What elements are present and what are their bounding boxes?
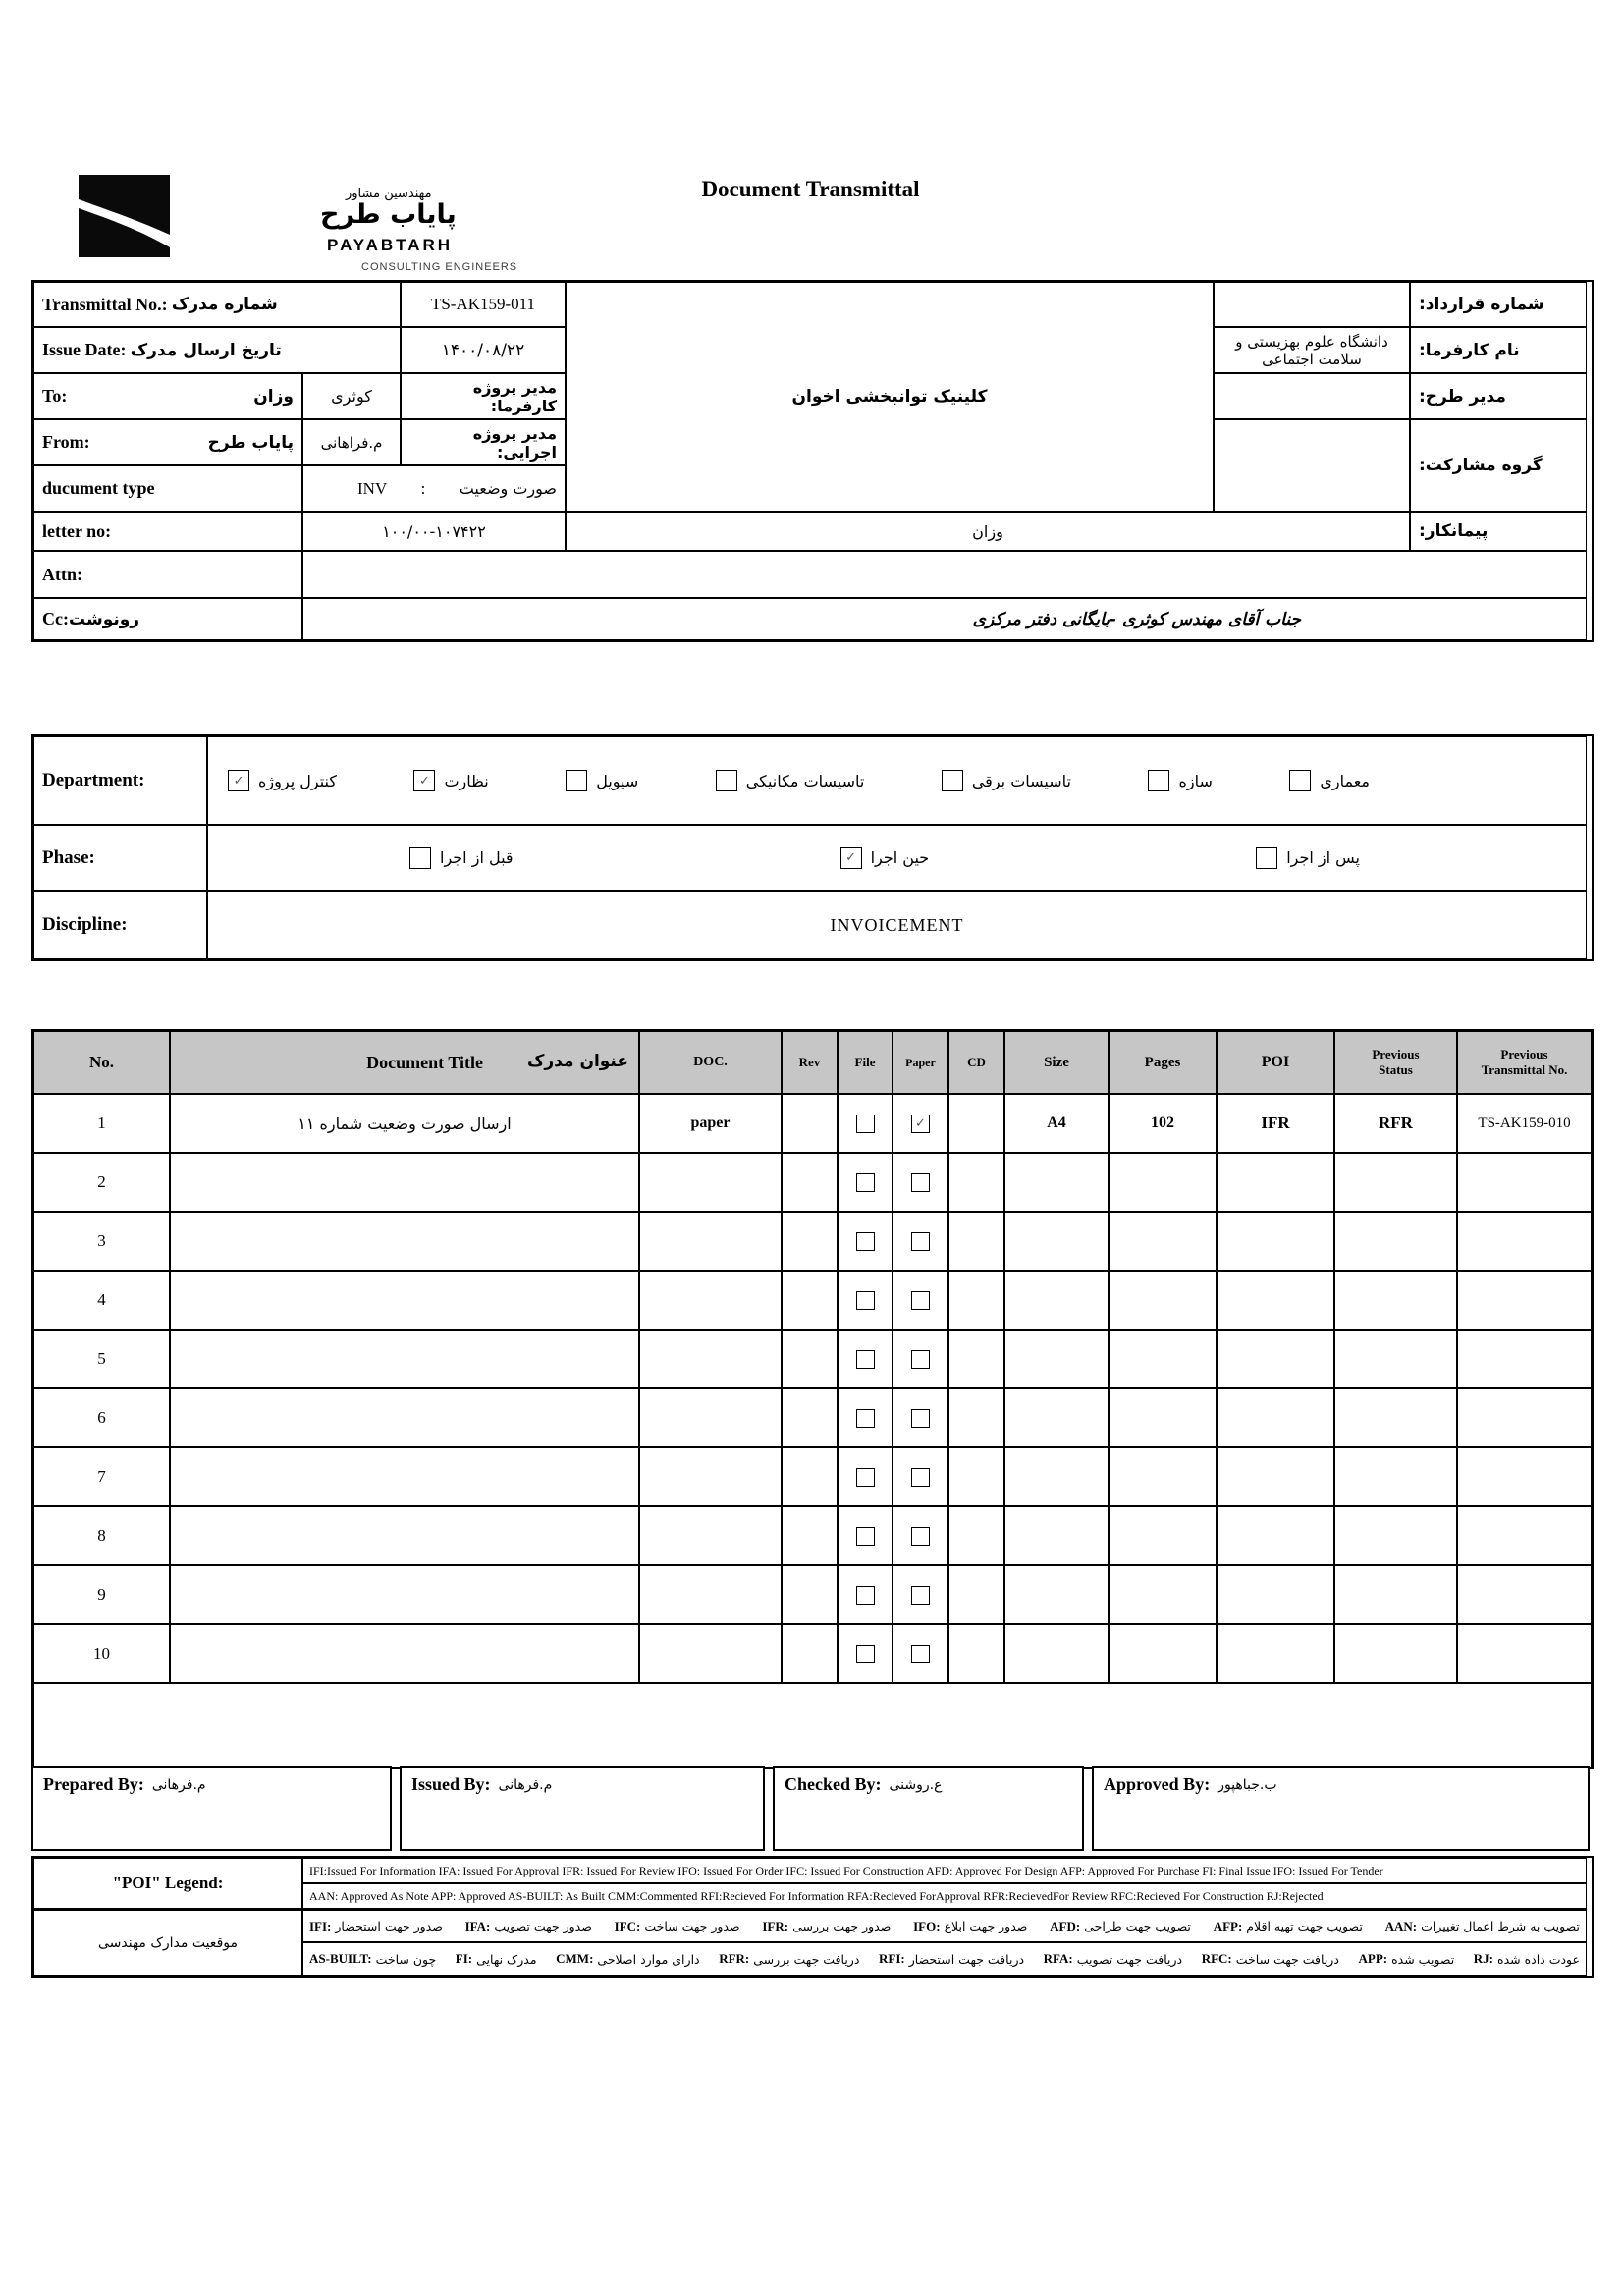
issued-by-label: Issued By: <box>411 1774 491 1794</box>
row-file-cell <box>838 1153 893 1212</box>
row-prev-status <box>1334 1212 1457 1271</box>
file-checkbox[interactable] <box>856 1350 875 1369</box>
row-prev-status <box>1334 1447 1457 1506</box>
paper-checkbox[interactable] <box>911 1527 930 1546</box>
department-option-structure: سازه <box>1148 770 1212 791</box>
page-title: Document Transmittal <box>701 177 920 201</box>
issued-by-name: م.فرهانی <box>498 1777 553 1793</box>
cc-label <box>33 598 302 640</box>
row-paper-cell <box>893 1271 948 1330</box>
row-pages <box>1109 1388 1217 1447</box>
issue-date-label-en: Issue Date: <box>42 340 127 359</box>
row-rev <box>782 1624 838 1683</box>
row-prev-transmittal <box>1457 1271 1592 1330</box>
row-cd <box>948 1094 1004 1153</box>
phase-option-before-execution: قبل از اجرا <box>409 847 514 869</box>
row-poi <box>1217 1330 1334 1388</box>
row-paper-cell <box>893 1094 948 1153</box>
col-header-poi: POI <box>1217 1031 1334 1094</box>
fa-legend-line2 <box>302 1942 1587 1976</box>
row-poi <box>1217 1624 1334 1683</box>
checked-by-box <box>773 1766 1084 1851</box>
partnership-label: گروه مشارکت: <box>1410 419 1587 512</box>
cc-value-cell <box>302 598 1587 640</box>
row-title <box>170 1271 639 1330</box>
row-file-cell <box>838 1330 893 1388</box>
row-doc <box>639 1565 782 1624</box>
col-header-file: File <box>838 1031 893 1094</box>
issue-date-value: ۱۴۰۰/۰۸/۲۲ <box>401 327 566 373</box>
issue-date-label <box>33 327 401 373</box>
row-prev-status: RFR <box>1334 1094 1457 1153</box>
cc-label-en: Cc: <box>42 609 69 628</box>
row-no: 10 <box>33 1624 170 1683</box>
file-checkbox[interactable] <box>856 1115 875 1133</box>
logo-name-en: PAYABTARH <box>327 236 454 254</box>
row-size: A4 <box>1004 1094 1109 1153</box>
row-rev <box>782 1506 838 1565</box>
checked-by-name: ع.روشنی <box>889 1777 943 1793</box>
department-option-architecture: معماری <box>1289 770 1370 791</box>
row-doc <box>639 1271 782 1330</box>
row-cd <box>948 1506 1004 1565</box>
row-file-cell <box>838 1388 893 1447</box>
letter-no-value: ۱۰۰/۰۰-۱۰۷۴۲۲ <box>302 512 566 551</box>
row-file-cell <box>838 1447 893 1506</box>
row-title <box>170 1330 639 1388</box>
row-prev-status <box>1334 1565 1457 1624</box>
legend-item-app: APP: تصویب شده <box>1358 1951 1455 1967</box>
file-checkbox[interactable] <box>856 1291 875 1310</box>
col-header-cd: CD <box>948 1031 1004 1094</box>
row-pages <box>1109 1565 1217 1624</box>
row-title <box>170 1565 639 1624</box>
to-value: وزان <box>253 386 294 407</box>
row-paper-cell <box>893 1506 948 1565</box>
row-prev-transmittal <box>1457 1506 1592 1565</box>
row-no: 1 <box>33 1094 170 1153</box>
phase-label: Phase: <box>33 825 207 891</box>
row-prev-transmittal <box>1457 1565 1592 1624</box>
legend-item-rj: RJ: عودت داده شده <box>1473 1951 1580 1967</box>
row-paper-cell <box>893 1565 948 1624</box>
row-title <box>170 1624 639 1683</box>
row-title <box>170 1212 639 1271</box>
row-prev-status <box>1334 1388 1457 1447</box>
row-doc <box>639 1388 782 1447</box>
legend-item-rfi: RFI: دریافت جهت استحضار <box>879 1951 1025 1967</box>
row-pages <box>1109 1506 1217 1565</box>
legend-item-rfc: RFC: دریافت جهت ساخت <box>1201 1951 1339 1967</box>
fa-legend-line1 <box>302 1909 1587 1942</box>
project-name: کلینیک توانبخشی اخوان <box>566 282 1214 512</box>
row-doc <box>639 1506 782 1565</box>
row-file-cell <box>838 1271 893 1330</box>
legend-item-fi: FI: مدرک نهایی <box>455 1951 537 1967</box>
row-prev-transmittal: TS-AK159-010 <box>1457 1094 1592 1153</box>
paper-checkbox[interactable] <box>911 1409 930 1428</box>
legend-item-afp: AFP: تصویب جهت تهیه اقلام <box>1213 1918 1363 1933</box>
row-prev-status <box>1334 1624 1457 1683</box>
row-paper-cell <box>893 1624 948 1683</box>
from-person: م.فراهانی <box>302 419 401 465</box>
col-header-doc: DOC. <box>639 1031 782 1094</box>
contract-no-value <box>1214 282 1410 327</box>
legend-item-rfa: RFA: دریافت جهت تصویب <box>1043 1951 1183 1967</box>
row-poi: IFR <box>1217 1094 1334 1153</box>
contract-no-label: شماره قرارداد: <box>1410 282 1587 327</box>
row-cd <box>948 1447 1004 1506</box>
col-header-prev-transmittal: Previous Transmittal No. <box>1457 1031 1592 1094</box>
document-items-table <box>31 1029 1594 1769</box>
doc-type-value: INV <box>357 478 388 498</box>
row-prev-status <box>1334 1506 1457 1565</box>
row-size <box>1004 1212 1109 1271</box>
row-pages <box>1109 1447 1217 1506</box>
row-no: 4 <box>33 1271 170 1330</box>
row-size <box>1004 1624 1109 1683</box>
classification-table <box>31 734 1594 961</box>
row-prev-transmittal <box>1457 1388 1592 1447</box>
issued-by-box <box>400 1766 765 1851</box>
row-pages <box>1109 1271 1217 1330</box>
paper-checkbox[interactable] <box>911 1173 930 1192</box>
row-cd <box>948 1330 1004 1388</box>
file-checkbox[interactable] <box>856 1468 875 1487</box>
department-options <box>207 736 1587 825</box>
row-pages: 102 <box>1109 1094 1217 1153</box>
legend-item-ifo: IFO: صدور جهت ابلاغ <box>913 1918 1028 1933</box>
client-name-value: دانشگاه علوم بهزیستی و سلامت اجتماعی <box>1214 327 1410 373</box>
row-prev-transmittal <box>1457 1624 1592 1683</box>
prepared-by-label: Prepared By: <box>43 1774 144 1794</box>
row-poi <box>1217 1153 1334 1212</box>
row-paper-cell <box>893 1212 948 1271</box>
row-rev <box>782 1388 838 1447</box>
mechanical-checkbox[interactable] <box>716 770 737 791</box>
col-header-pages: Pages <box>1109 1031 1217 1094</box>
exec-pm-label: مدیر پروژه اجرایی: <box>401 419 566 465</box>
row-cd <box>948 1153 1004 1212</box>
row-poi <box>1217 1447 1334 1506</box>
row-file-cell <box>838 1624 893 1683</box>
row-prev-transmittal <box>1457 1153 1592 1212</box>
row-poi <box>1217 1388 1334 1447</box>
row-size <box>1004 1388 1109 1447</box>
row-no: 5 <box>33 1330 170 1388</box>
poi-legend-line2: AAN: Approved As Note APP: Approved AS-BUILT: As Built CMM:Commented RFI:Recieved For Information RFA:Recieved ForApproval RFR:RecievedFor Review RFC:Recieved For Construction RJ:Rejected <box>302 1883 1587 1909</box>
row-pages <box>1109 1153 1217 1212</box>
row-poi <box>1217 1271 1334 1330</box>
legend-table <box>31 1856 1594 1978</box>
col-header-title-en: Document Title <box>366 1052 483 1072</box>
row-no: 2 <box>33 1153 170 1212</box>
department-option-mechanical: تاسیسات مکانیکی <box>716 770 865 791</box>
row-rev <box>782 1094 838 1153</box>
row-cd <box>948 1565 1004 1624</box>
row-size <box>1004 1506 1109 1565</box>
department-label: Department: <box>33 736 207 825</box>
prepared-by-name: م.فرهانی <box>151 1777 206 1793</box>
row-poi <box>1217 1212 1334 1271</box>
attn-label: Attn: <box>33 551 302 598</box>
info-table <box>31 280 1594 642</box>
col-header-rev: Rev <box>782 1031 838 1094</box>
department-option-civil: سیویل <box>566 770 638 791</box>
row-size <box>1004 1565 1109 1624</box>
col-header-title <box>170 1031 639 1094</box>
prepared-by-box <box>31 1766 392 1851</box>
letter-no-label: letter no: <box>33 512 302 551</box>
row-prev-status <box>1334 1330 1457 1388</box>
to-person: کوثری <box>302 373 401 419</box>
row-pages <box>1109 1624 1217 1683</box>
during-execution-checkbox[interactable] <box>840 847 862 869</box>
row-doc <box>639 1447 782 1506</box>
paper-checkbox[interactable] <box>911 1115 930 1133</box>
row-doc <box>639 1153 782 1212</box>
doc-type-separator: : <box>420 478 426 498</box>
signature-row <box>31 1766 1590 1851</box>
poi-legend-line1: IFI:Issued For Information IFA: Issued For Approval IFR: Issued For Review IFO: Issued For Order IFC: Issued For Construction AFD: Approved For Design AFP: Approved For Purchase FI: Final Issue IFO: Issued For Tender <box>302 1858 1587 1883</box>
row-rev <box>782 1447 838 1506</box>
paper-checkbox[interactable] <box>911 1586 930 1605</box>
department-option-supervision: ✓ نظارت <box>413 770 488 791</box>
col-header-title-fa: عنوان مدرک <box>526 1052 628 1072</box>
legend-item-rfr: RFR: دریافت جهت بررسی <box>719 1951 860 1967</box>
fa-legend-label: موقعیت مدارک مهندسی <box>33 1909 302 1976</box>
issue-date-label-fa: تاریخ ارسال مدرک <box>130 340 282 360</box>
row-title <box>170 1506 639 1565</box>
file-checkbox[interactable] <box>856 1173 875 1192</box>
row-poi <box>1217 1565 1334 1624</box>
row-poi <box>1217 1506 1334 1565</box>
cc-label-fa: رونوشت <box>68 609 140 629</box>
client-pm-label: مدیر پروژه کارفرما: <box>401 373 566 419</box>
row-cd <box>948 1388 1004 1447</box>
row-rev <box>782 1212 838 1271</box>
row-doc <box>639 1330 782 1388</box>
row-size <box>1004 1153 1109 1212</box>
row-cd <box>948 1271 1004 1330</box>
to-label: To: <box>42 386 68 406</box>
row-pages <box>1109 1330 1217 1388</box>
department-option-electrical: تاسیسات برقی <box>942 770 1071 791</box>
legend-item-ifa: IFA: صدور جهت تصویب <box>464 1918 592 1933</box>
row-rev <box>782 1565 838 1624</box>
row-paper-cell <box>893 1388 948 1447</box>
row-rev <box>782 1330 838 1388</box>
row-prev-status <box>1334 1153 1457 1212</box>
row-prev-transmittal <box>1457 1212 1592 1271</box>
legend-item-ifc: IFC: صدور جهت ساخت <box>614 1918 740 1933</box>
row-pages <box>1109 1212 1217 1271</box>
poi-legend-label: "POI" Legend: <box>33 1858 302 1909</box>
partnership-value <box>1214 419 1410 512</box>
contractor-value: وزان <box>566 512 1410 551</box>
logo-name-fa: پایاب طرح <box>320 199 457 230</box>
row-title <box>170 1153 639 1212</box>
row-file-cell <box>838 1094 893 1153</box>
row-size <box>1004 1330 1109 1388</box>
phase-option-after-execution: پس از اجرا <box>1256 847 1360 869</box>
approved-by-label: Approved By: <box>1104 1774 1211 1794</box>
row-rev <box>782 1153 838 1212</box>
row-rev <box>782 1271 838 1330</box>
paper-checkbox[interactable] <box>911 1645 930 1663</box>
phase-options <box>207 825 1587 891</box>
transmittal-no-label <box>33 282 401 327</box>
row-paper-cell <box>893 1447 948 1506</box>
row-size <box>1004 1447 1109 1506</box>
row-size <box>1004 1271 1109 1330</box>
file-checkbox[interactable] <box>856 1409 875 1428</box>
discipline-value: INVOICEMENT <box>207 891 1587 959</box>
transmittal-no-value: TS-AK159-011 <box>401 282 566 327</box>
design-manager-value <box>1214 373 1410 419</box>
row-prev-status <box>1334 1271 1457 1330</box>
row-prev-transmittal <box>1457 1330 1592 1388</box>
civil-checkbox[interactable] <box>566 770 587 791</box>
electrical-checkbox[interactable] <box>942 770 963 791</box>
transmittal-no-label-fa: شماره مدرک <box>171 295 278 314</box>
row-file-cell <box>838 1212 893 1271</box>
col-header-paper: Paper <box>893 1031 948 1094</box>
paper-checkbox[interactable] <box>911 1350 930 1369</box>
from-cell <box>33 419 302 465</box>
legend-item-asbuilt: AS-BUILT: چون ساخت <box>309 1951 437 1967</box>
file-checkbox[interactable] <box>856 1645 875 1663</box>
file-checkbox[interactable] <box>856 1586 875 1605</box>
row-no: 3 <box>33 1212 170 1271</box>
row-cd <box>948 1212 1004 1271</box>
department-option-project-control: ✓ کنترل پروژه <box>228 770 337 791</box>
structure-checkbox[interactable] <box>1148 770 1169 791</box>
checked-by-label: Checked By: <box>785 1774 882 1794</box>
logo-tagline-fa: مهندسین مشاور <box>346 187 432 201</box>
client-name-label: نام کارفرما: <box>1410 327 1587 373</box>
to-cell <box>33 373 302 419</box>
col-header-prev-status: Previous Status <box>1334 1031 1457 1094</box>
from-value: پایاب طرح <box>207 432 294 453</box>
row-no: 7 <box>33 1447 170 1506</box>
row-doc: paper <box>639 1094 782 1153</box>
after-execution-checkbox[interactable] <box>1256 847 1277 869</box>
legend-item-ifr: IFR: صدور جهت بررسی <box>762 1918 892 1933</box>
file-checkbox[interactable] <box>856 1232 875 1251</box>
attn-value <box>302 551 1587 598</box>
discipline-label: Discipline: <box>33 891 207 959</box>
logo-subtitle: CONSULTING ENGINEERS <box>361 261 518 273</box>
supervision-checkbox[interactable] <box>413 770 435 791</box>
before-execution-checkbox[interactable] <box>409 847 431 869</box>
row-doc <box>639 1212 782 1271</box>
doc-type-label: ducument type <box>33 465 302 512</box>
row-no: 9 <box>33 1565 170 1624</box>
row-title <box>170 1447 639 1506</box>
row-file-cell <box>838 1565 893 1624</box>
legend-item-afd: AFD: تصویب جهت طراحی <box>1050 1918 1191 1933</box>
row-file-cell <box>838 1506 893 1565</box>
legend-item-ifi: IFI: صدور جهت استحضار <box>309 1918 443 1933</box>
row-paper-cell <box>893 1153 948 1212</box>
phase-option-during-execution: ✓ حین اجرا <box>840 847 930 869</box>
file-checkbox[interactable] <box>856 1527 875 1546</box>
project-control-checkbox[interactable] <box>228 770 249 791</box>
row-no: 6 <box>33 1388 170 1447</box>
row-paper-cell <box>893 1330 948 1388</box>
from-label: From: <box>42 432 90 452</box>
paper-checkbox[interactable] <box>911 1291 930 1310</box>
col-header-no: No. <box>33 1031 170 1094</box>
transmittal-no-label-en: Transmittal No.: <box>42 294 168 314</box>
paper-checkbox[interactable] <box>911 1232 930 1251</box>
row-prev-transmittal <box>1457 1447 1592 1506</box>
legend-item-cmm: CMM: دارای موارد اصلاحی <box>556 1951 700 1967</box>
col-header-size: Size <box>1004 1031 1109 1094</box>
doc-type-value-fa: صورت وضعیت <box>459 479 557 498</box>
paper-checkbox[interactable] <box>911 1468 930 1487</box>
row-title <box>170 1388 639 1447</box>
row-title: ارسال صورت وضعیت شماره ۱۱ <box>170 1094 639 1153</box>
legend-item-aan: AAN: تصویب به شرط اعمال تغییرات <box>1384 1918 1580 1933</box>
cc-value: جناب آقای مهندس کوثری -بایگانی دفتر مرکزی <box>972 609 1301 629</box>
design-manager-label: مدیر طرح: <box>1410 373 1587 419</box>
architecture-checkbox[interactable] <box>1289 770 1311 791</box>
row-doc <box>639 1624 782 1683</box>
table-filler <box>33 1683 1592 1768</box>
doc-type-value-cell <box>302 465 566 512</box>
row-cd <box>948 1624 1004 1683</box>
row-no: 8 <box>33 1506 170 1565</box>
contractor-label: پیمانکار: <box>1410 512 1587 551</box>
approved-by-name: ب.جباهپور <box>1218 1777 1277 1793</box>
approved-by-box <box>1092 1766 1590 1851</box>
